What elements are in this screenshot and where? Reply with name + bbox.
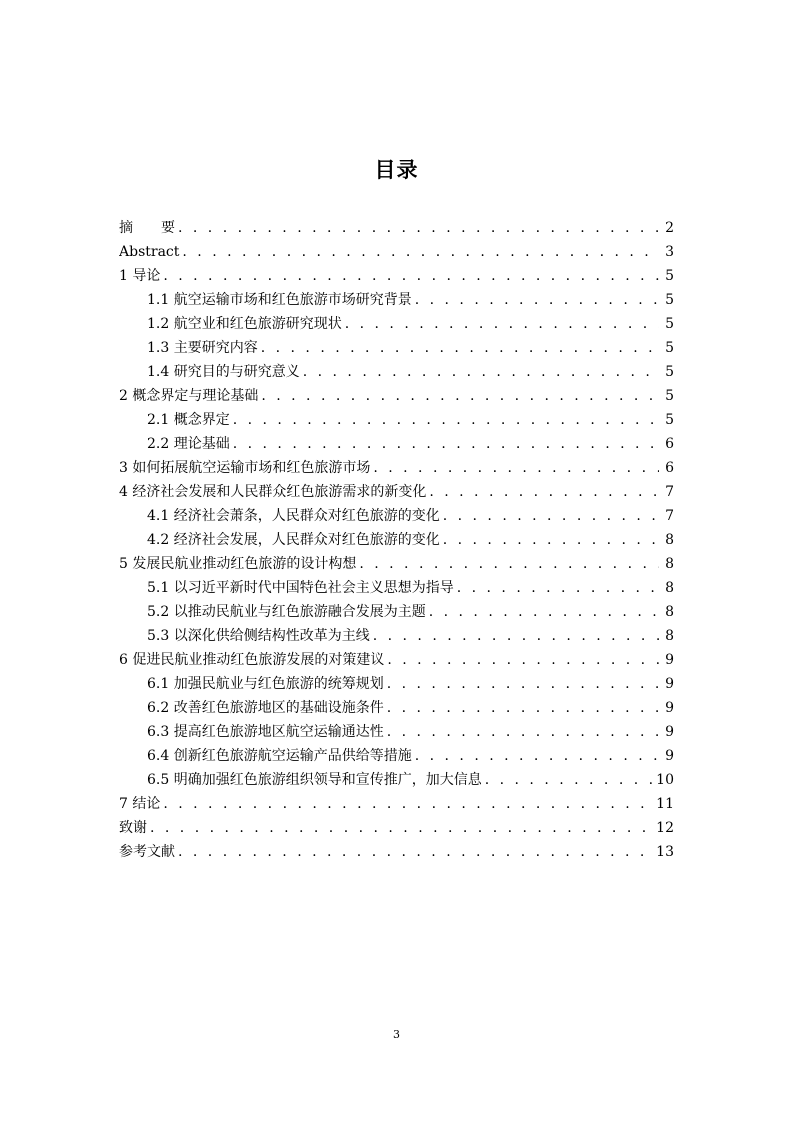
toc-dot-leader (485, 768, 653, 792)
toc-entry[interactable] (119, 792, 674, 816)
toc-dot-leader (373, 624, 659, 648)
toc-entry[interactable] (119, 480, 674, 504)
toc-entry-title: 6.3 提高红色旅游地区航空运输通达性 (147, 724, 384, 740)
toc-entry[interactable] (119, 216, 674, 240)
toc-entry-page: 9 (665, 700, 674, 716)
toc-entry[interactable] (119, 624, 674, 648)
toc-entry[interactable] (119, 288, 674, 312)
toc-entry-title: 2.1 概念界定 (147, 412, 230, 428)
toc-entry[interactable] (119, 432, 674, 456)
toc-entry-page: 5 (665, 412, 674, 428)
toc-entry[interactable] (119, 528, 674, 552)
toc-entry-title: 致谢 (119, 820, 147, 836)
toc-entry-title: 参考文献 (119, 844, 175, 860)
toc-entry-title: 6 促进民航业推动红色旅游发展的对策建议 (119, 652, 385, 668)
toc-entry-page: 9 (665, 748, 674, 764)
toc-dot-leader (303, 360, 659, 384)
toc-entry-title: 1.2 航空业和红色旅游研究现状 (147, 316, 342, 332)
toc-dot-leader (163, 792, 653, 816)
toc-entry-page: 8 (665, 604, 674, 620)
toc-dot-leader (345, 312, 659, 336)
toc-dot-leader (233, 432, 659, 456)
page-number: 3 (393, 1028, 400, 1041)
toc-entry-title: 6.2 改善红色旅游地区的基础设施条件 (147, 700, 384, 716)
toc-entry-page: 9 (665, 676, 674, 692)
toc-entry-title: 1.1 航空运输市场和红色旅游市场研究背景 (147, 292, 412, 308)
toc-entry-page: 8 (665, 532, 674, 548)
toc-dot-leader (429, 480, 659, 504)
toc-dot-leader (457, 576, 659, 600)
toc-dot-leader (233, 408, 659, 432)
toc-entry-title: 3 如何拓展航空运输市场和红色旅游市场 (119, 460, 371, 476)
toc-entry[interactable] (119, 816, 674, 840)
toc-entry-title: 2 概念界定与理论基础 (119, 388, 259, 404)
toc-entry[interactable] (119, 720, 674, 744)
toc-entry[interactable] (119, 840, 674, 864)
toc-entry-title: 6.4 创新红色旅游航空运输产品供给等措施 (147, 748, 412, 764)
toc-dot-leader (429, 600, 659, 624)
toc-entry[interactable] (119, 456, 674, 480)
toc-dot-leader (178, 216, 659, 240)
page-title: 目录 (374, 158, 419, 182)
toc-entry[interactable] (119, 672, 674, 696)
toc-entry-page: 6 (665, 436, 674, 452)
toc-entry-title: 5.3 以深化供给侧结构性改革为主线 (147, 628, 370, 644)
toc-entry-title: 4.1 经济社会萧条，人民群众对红色旅游的变化 (147, 508, 440, 524)
toc-entry-title: 4 经济社会发展和人民群众红色旅游需求的新变化 (119, 484, 427, 500)
toc-entry-title: 4.2 经济社会发展，人民群众对红色旅游的变化 (147, 532, 440, 548)
toc-dot-leader (443, 504, 659, 528)
toc-entry[interactable] (119, 312, 674, 336)
toc-entry[interactable] (119, 552, 674, 576)
toc-entry-page: 10 (656, 772, 674, 788)
toc-entry[interactable] (119, 768, 674, 792)
toc-dot-leader (415, 744, 659, 768)
toc-entry[interactable] (119, 384, 674, 408)
toc-entry-page: 5 (665, 388, 674, 404)
toc-entry-page: 7 (665, 484, 674, 500)
toc-entry-title: 2.2 理论基础 (147, 436, 230, 452)
toc-entry-page: 12 (656, 820, 674, 836)
toc-dot-leader (443, 528, 659, 552)
toc-dot-leader (182, 240, 659, 264)
toc-entry-title: 摘 要 (119, 220, 175, 236)
toc-entry-title: 6.1 加强民航业与红色旅游的统筹规划 (147, 676, 384, 692)
toc-entry-page: 8 (665, 628, 674, 644)
toc-dot-leader (387, 648, 659, 672)
toc-entry[interactable] (119, 744, 674, 768)
toc-entry-title: 1.3 主要研究内容 (147, 340, 258, 356)
toc-dot-leader (261, 336, 659, 360)
toc-dot-leader (387, 672, 659, 696)
toc-entry-page: 3 (665, 244, 674, 260)
toc-entry-page: 8 (665, 556, 674, 572)
toc-dot-leader (359, 552, 659, 576)
toc-entry-title: 6.5 明确加强红色旅游组织领导和宣传推广，加大信息 (147, 772, 482, 788)
toc-dot-leader (415, 288, 659, 312)
toc-dot-leader (178, 840, 653, 864)
toc-entry-page: 9 (665, 724, 674, 740)
toc-entry-page: 13 (656, 844, 674, 860)
toc-entry[interactable] (119, 240, 674, 264)
toc-entry-page: 5 (665, 340, 674, 356)
toc-entry-page: 5 (665, 292, 674, 308)
toc-entry-page: 2 (665, 220, 674, 236)
toc-entry[interactable] (119, 504, 674, 528)
toc-entry-page: 6 (665, 460, 674, 476)
toc-entry-page: 9 (665, 652, 674, 668)
toc-entry[interactable] (119, 408, 674, 432)
toc-entry-title: 5.1 以习近平新时代中国特色社会主义思想为指导 (147, 580, 454, 596)
table-of-contents (119, 216, 674, 864)
toc-entry-page: 8 (665, 580, 674, 596)
toc-entry-title: 5 发展民航业推动红色旅游的设计构想 (119, 556, 357, 572)
toc-entry[interactable] (119, 264, 674, 288)
toc-entry-page: 5 (665, 316, 674, 332)
toc-dot-leader (261, 384, 659, 408)
toc-dot-leader (150, 816, 653, 840)
toc-entry[interactable] (119, 360, 674, 384)
toc-entry-title: 5.2 以推动民航业与红色旅游融合发展为主题 (147, 604, 426, 620)
toc-entry[interactable] (119, 336, 674, 360)
toc-entry-title: 1 导论 (119, 268, 161, 284)
toc-entry-title: Abstract (119, 244, 180, 260)
toc-entry-page: 5 (665, 364, 674, 380)
toc-dot-leader (163, 264, 659, 288)
toc-entry-page: 5 (665, 268, 674, 284)
toc-entry-title: 7 结论 (119, 796, 161, 812)
toc-entry[interactable] (119, 600, 674, 624)
toc-dot-leader (387, 720, 659, 744)
toc-entry[interactable] (119, 576, 674, 600)
toc-dot-leader (373, 456, 659, 480)
toc-entry[interactable] (119, 696, 674, 720)
toc-entry-title: 1.4 研究目的与研究意义 (147, 364, 300, 380)
toc-entry[interactable] (119, 648, 674, 672)
toc-entry-page: 11 (656, 796, 674, 812)
toc-entry-page: 7 (665, 508, 674, 524)
toc-dot-leader (387, 696, 659, 720)
